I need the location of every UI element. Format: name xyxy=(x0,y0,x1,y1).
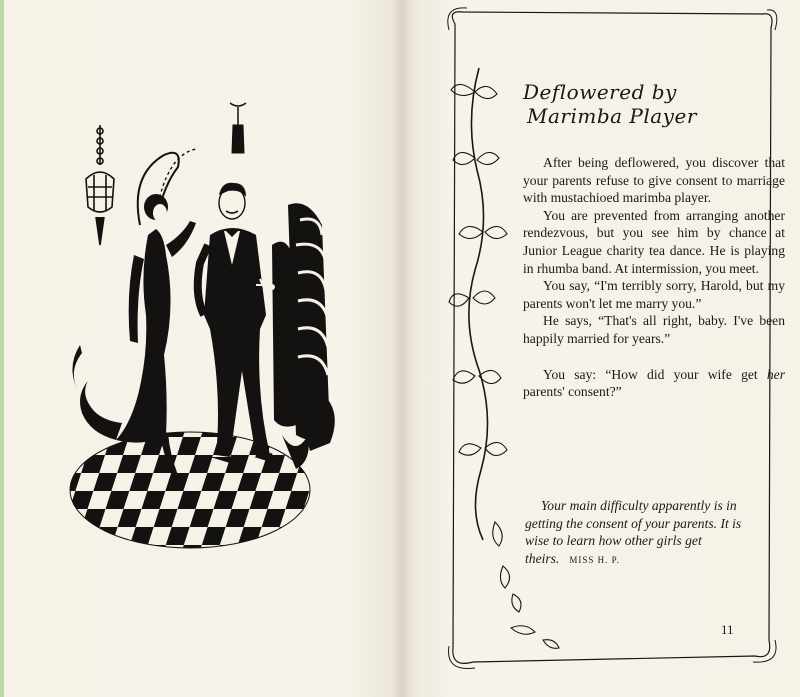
paragraph-3: You say, “I'm terribly sorry, Harold, but my parents won't let me marry you.” xyxy=(523,278,785,311)
page-title xyxy=(523,80,783,128)
tassel-icon xyxy=(230,103,246,153)
title-line-1: Deflowered by xyxy=(523,80,677,104)
paragraph-4: He says, “That's all right, baby. I've been happily married for years.” xyxy=(523,313,785,346)
art-deco-couple-illustration-icon xyxy=(60,95,360,555)
signature: MISS H. P. xyxy=(569,554,620,565)
page-edge xyxy=(0,0,4,697)
hanging-lantern-icon xyxy=(86,125,114,245)
final-line-before: You say: “How did your wife get xyxy=(543,366,767,382)
palm-plant-icon xyxy=(272,203,335,469)
right-page xyxy=(403,0,800,697)
paragraph-5 xyxy=(523,366,785,401)
final-line-emphasis: her xyxy=(766,366,785,382)
title-line-2: Marimba Player xyxy=(527,104,697,128)
paragraph-2: You are prevented from arranging another rendezvous, but you see him by chance at Junior League charity tea dance. He is playing in rhumba band. At intermission, you meet. xyxy=(523,207,785,276)
paragraph-1: After being deflowered, you discover that your parents refuse to give consent to marriage with mustachioed marimba player. xyxy=(523,155,785,206)
story-text xyxy=(523,154,785,401)
man-figure-icon xyxy=(198,183,275,463)
final-line-after: parents' consent?” xyxy=(523,384,622,400)
advice-text: Your main difficulty apparently is in getting the consent of your parents. It is wise to learn how other girls get theirs. xyxy=(525,498,742,566)
page-number: 11 xyxy=(721,622,734,637)
advice-note xyxy=(525,497,763,569)
